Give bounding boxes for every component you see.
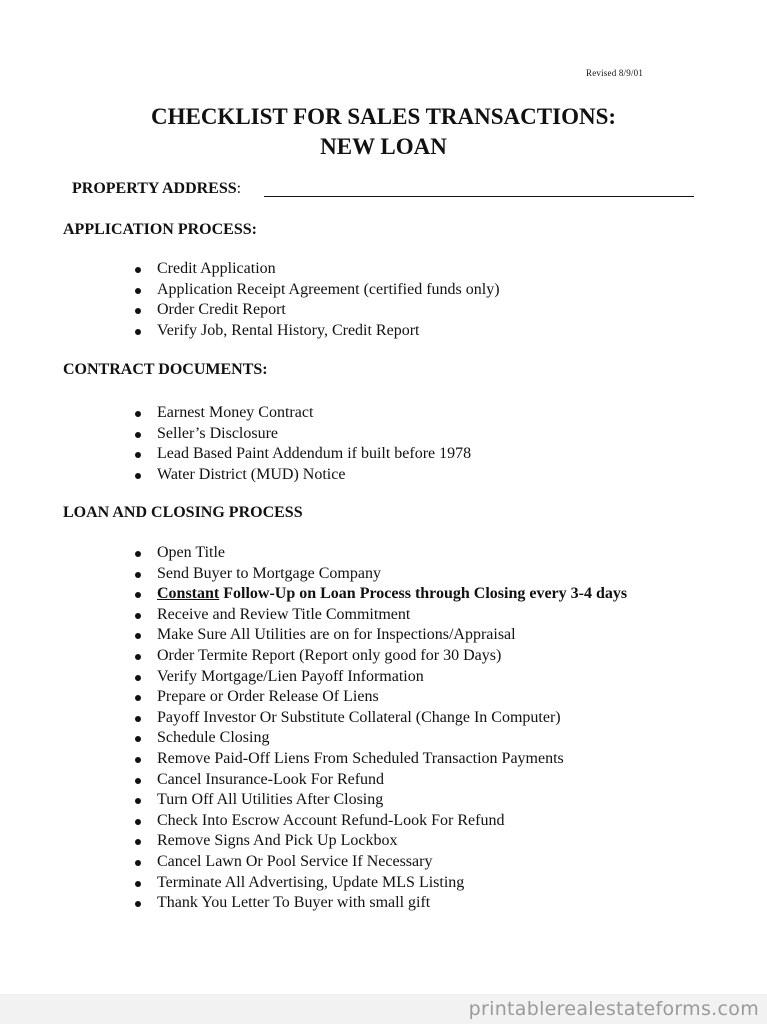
list-item-text: Lead Based Paint Addendum if built before 1978 [157, 445, 472, 463]
list-item [0, 564, 627, 585]
list-item [0, 893, 627, 914]
bullet-icon [135, 288, 141, 294]
list-item [0, 424, 471, 445]
list-item [0, 605, 627, 626]
property-address-label: PROPERTY ADDRESS [72, 180, 237, 197]
list-item-text: Check Into Escrow Account Refund-Look For Refund [157, 811, 505, 829]
list-item-text: Send Buyer to Mortgage Company [157, 564, 381, 582]
bullet-icon [135, 432, 141, 438]
list-item [0, 403, 471, 424]
list-item-text: Payoff Investor Or Substitute Collateral (Change In Computer) [157, 708, 561, 726]
list-item-text: Receive and Review Title Commitment [157, 605, 411, 623]
list-item [0, 646, 627, 667]
bullet-icon [135, 695, 141, 701]
property-address-blank-line [264, 196, 694, 197]
list-item [0, 708, 627, 729]
list-item-text: Water District (MUD) Notice [157, 465, 346, 483]
bullet-icon [135, 839, 141, 845]
list-item-text: Remove Signs And Pick Up Lockbox [157, 832, 398, 850]
bullet-icon [135, 308, 141, 314]
list-item-text: Order Credit Report [157, 301, 286, 319]
bullet-icon [135, 473, 141, 479]
list-item-text: Turn Off All Utilities After Closing [157, 791, 384, 809]
list-item-text: Earnest Money Contract [157, 404, 314, 421]
bullet-icon [135, 819, 141, 825]
bullet-icon [135, 675, 141, 681]
list-item-text: Verify Mortgage/Lien Payoff Information [157, 667, 424, 685]
list-item-text: Seller’s Disclosure [157, 424, 279, 442]
bullet-icon [135, 267, 141, 273]
bullet-icon [135, 901, 141, 907]
list-item [0, 667, 627, 688]
list-item-text: Credit Application [157, 260, 276, 277]
section-heading-application: APPLICATION PROCESS: [63, 221, 257, 238]
list-item-text: Prepare or Order Release Of Liens [157, 688, 379, 706]
list-item [0, 280, 500, 301]
loan-closing-checklist [0, 543, 627, 914]
bullet-icon [135, 881, 141, 887]
section-heading-loan-closing: LOAN AND CLOSING PROCESS [63, 504, 303, 521]
page-title-line-2: NEW LOAN [320, 134, 447, 159]
list-item-text: Make Sure All Utilities are on for Inspections/Appraisal [157, 626, 516, 644]
bullet-icon [135, 551, 141, 557]
bullet-icon [135, 778, 141, 784]
list-item [0, 444, 471, 465]
list-item-text: Application Receipt Agreement (certified funds only) [157, 280, 500, 298]
bullet-icon [135, 633, 141, 639]
property-address-colon: : [236, 180, 242, 197]
list-item-text: Thank You Letter To Buyer with small gift [157, 894, 431, 912]
list-item [0, 790, 627, 811]
bullet-icon [135, 860, 141, 866]
bullet-icon [135, 329, 141, 335]
list-item [0, 321, 500, 342]
list-item [0, 625, 627, 646]
bullet-icon [135, 572, 141, 578]
list-item-text: Remove Paid-Off Liens From Scheduled Transaction Payments [157, 749, 564, 767]
page-title-line-1: CHECKLIST FOR SALES TRANSACTIONS: [150, 104, 617, 129]
bullet-icon [135, 592, 141, 598]
bullet-icon [135, 736, 141, 742]
list-item [0, 465, 471, 486]
list-item-text: Schedule Closing [157, 729, 270, 747]
list-item-text: Verify Job, Rental History, Credit Report [157, 321, 420, 339]
application-checklist [0, 259, 500, 341]
bullet-icon [135, 654, 141, 660]
list-item [0, 831, 627, 852]
list-item-text: Terminate All Advertising, Update MLS Listing [157, 873, 465, 891]
list-item-text: Open Title [157, 544, 226, 561]
footer-bar [0, 994, 767, 1024]
list-item-text: Cancel Lawn Or Pool Service If Necessary [157, 852, 433, 870]
section-heading-contract: CONTRACT DOCUMENTS: [63, 361, 268, 378]
list-item [0, 811, 627, 832]
contract-checklist [0, 403, 471, 485]
bullet-icon [135, 757, 141, 763]
emphasis-constant: Constant [157, 585, 220, 603]
bullet-icon [135, 613, 141, 619]
list-item [0, 728, 627, 749]
list-item [0, 584, 627, 605]
bullet-icon [135, 452, 141, 458]
bullet-icon [135, 411, 141, 417]
list-item [0, 770, 627, 791]
footer-site-link[interactable]: printablerealestateforms.com [468, 998, 759, 1020]
property-address-field [72, 178, 241, 200]
list-item [0, 749, 627, 770]
list-item [0, 259, 500, 280]
list-item-text: Cancel Insurance-Look For Refund [157, 770, 385, 788]
revised-date: Revised 8/9/01 [586, 68, 644, 78]
list-item-text: Order Termite Report (Report only good for 30 Days) [157, 646, 502, 664]
bullet-icon [135, 798, 141, 804]
bullet-icon [135, 716, 141, 722]
list-item [0, 300, 500, 321]
list-item [0, 852, 627, 873]
list-item [0, 687, 627, 708]
list-item [0, 543, 627, 564]
list-item [0, 873, 627, 894]
list-item-text-bold: Follow-Up on Loan Process through Closing every 3-4 days [219, 585, 628, 603]
